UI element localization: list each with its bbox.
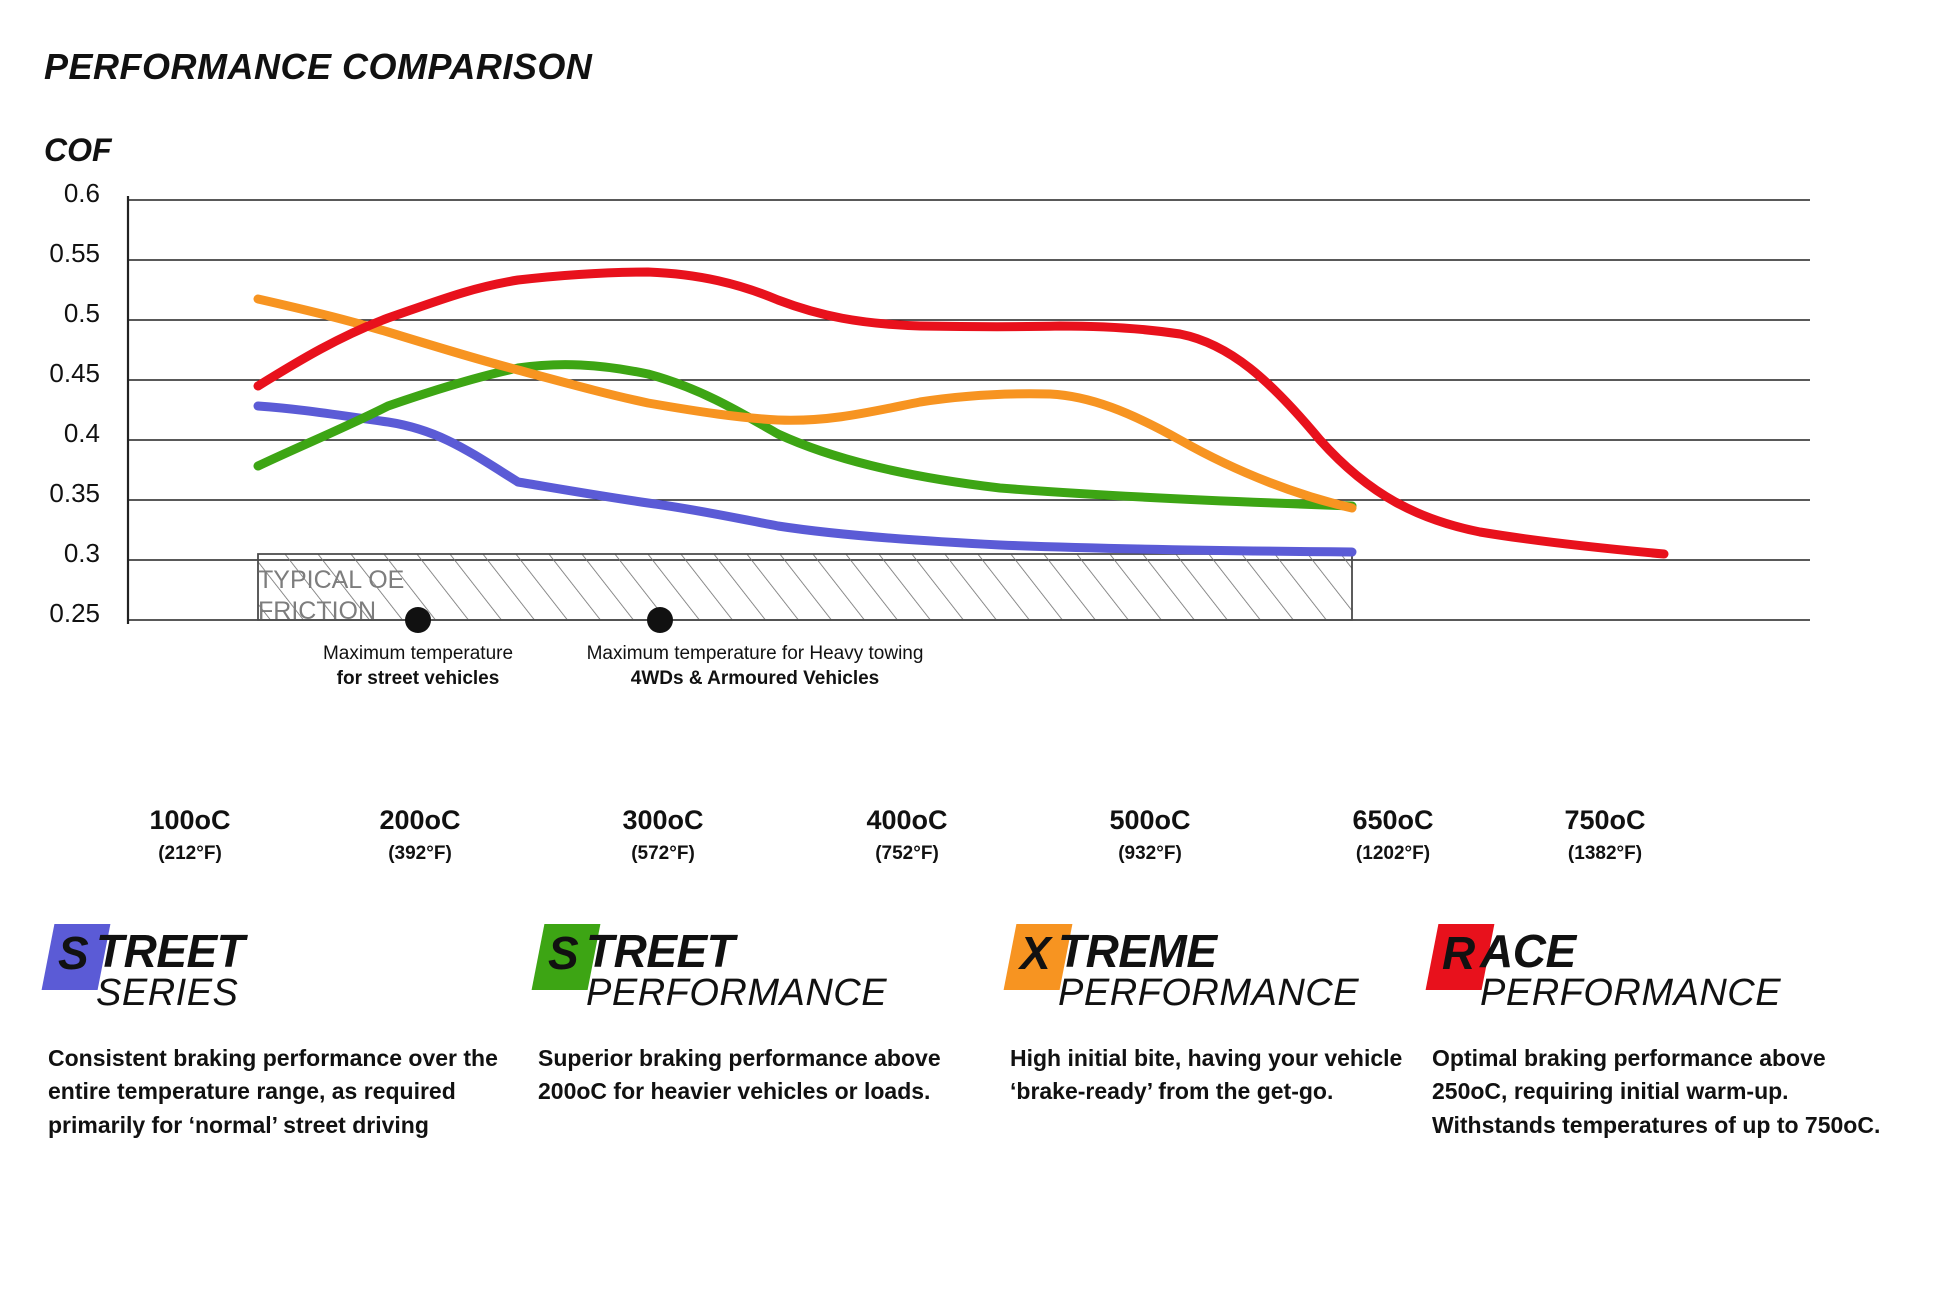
y-tick-1: 0.55 — [49, 238, 100, 268]
race-performance-logo — [1432, 920, 1892, 1025]
xtreme-performance-logo-word2: PERFORMANCE — [1058, 972, 1360, 1014]
x-label-650c-celsius: 650oC — [1352, 805, 1434, 835]
street-performance-logo-letter: S — [548, 927, 578, 979]
marker-dot-heavy-towing — [647, 607, 673, 633]
series-line-street-series — [258, 406, 1352, 552]
street-series-logo-word2: SERIES — [96, 972, 239, 1014]
max-temp-towing-line2: 4WDs & Armoured Vehicles — [630, 667, 880, 689]
x-label-200c-fahrenheit: (392°F) — [388, 843, 452, 864]
x-label-100c-fahrenheit: (212°F) — [158, 843, 222, 864]
x-label-100c-celsius: 100oC — [149, 805, 231, 835]
max-temp-street-line2: for street vehicles — [336, 667, 500, 689]
y-tick-7: 0.25 — [49, 598, 100, 628]
max-temp-street-line1: Maximum temperature — [322, 643, 514, 664]
typical-oe-friction-line2: FRICTION — [258, 597, 377, 626]
x-label-500c — [1055, 805, 1245, 865]
series-line-street-performance — [258, 365, 1352, 506]
x-label-300c — [568, 805, 758, 865]
street-performance-logo — [538, 920, 998, 1025]
street-performance-logo-word1: TREET — [586, 925, 735, 977]
product-race-performance — [1432, 920, 1892, 1138]
page-title: PERFORMANCE COMPARISON — [44, 46, 593, 87]
x-label-400c-celsius: 400oC — [866, 805, 948, 835]
series-line-xtreme-performance — [258, 299, 1352, 508]
xtreme-performance-logo-word1: TREME — [1058, 925, 1217, 977]
y-tick-4: 0.4 — [63, 418, 100, 448]
race-performance-logo-word2: PERFORMANCE — [1480, 972, 1782, 1014]
x-label-750c-celsius: 750oC — [1564, 805, 1646, 835]
race-performance-logo-word1: ACE — [1480, 925, 1576, 977]
x-axis-labels — [0, 805, 1946, 895]
series-line-race-performance — [258, 272, 1664, 554]
max-temp-heavy-towing-caption — [530, 642, 980, 691]
x-label-300c-celsius: 300oC — [622, 805, 704, 835]
typical-oe-friction-label — [258, 565, 404, 628]
x-label-100c — [95, 805, 285, 865]
y-tick-3: 0.45 — [49, 358, 100, 388]
x-label-500c-fahrenheit: (932°F) — [1118, 843, 1182, 864]
x-label-200c — [325, 805, 515, 865]
x-label-750c-fahrenheit: (1382°F) — [1567, 843, 1643, 864]
street-performance-description: Superior braking performance above 200oC for heavier vehicles or loads. — [538, 1045, 941, 1105]
street-performance-logo-word2: PERFORMANCE — [586, 972, 888, 1014]
y-tick-2: 0.5 — [63, 298, 100, 328]
x-label-200c-celsius: 200oC — [379, 805, 461, 835]
x-label-300c-fahrenheit: (572°F) — [631, 843, 695, 864]
x-label-500c-celsius: 500oC — [1109, 805, 1191, 835]
street-series-logo-letter: S — [58, 927, 88, 979]
y-tick-5: 0.35 — [49, 478, 100, 508]
x-label-400c-fahrenheit: (752°F) — [875, 843, 939, 864]
street-series-logo-word1: TREET — [96, 925, 245, 977]
marker-dot-street-vehicles — [405, 607, 431, 633]
xtreme-performance-logo — [1010, 920, 1470, 1025]
x-label-400c — [812, 805, 1002, 865]
product-street-series — [48, 920, 508, 1138]
xtreme-performance-logo-letter: X — [1020, 927, 1050, 979]
y-tick-6: 0.3 — [63, 538, 100, 568]
y-tick-0: 0.6 — [63, 178, 100, 208]
street-series-logo — [48, 920, 508, 1025]
max-temp-towing-line1: Maximum temperature for Heavy towing — [586, 643, 924, 664]
x-label-650c — [1298, 805, 1488, 865]
product-legend — [0, 920, 1946, 1250]
chart-axis-title-cof: COF — [44, 132, 112, 168]
chart-area — [0, 178, 1946, 770]
race-performance-logo-letter: R — [1442, 927, 1475, 979]
street-series-description: Consistent braking performance over the entire temperature range, as required primarily for ‘normal’ street driving — [48, 1045, 498, 1138]
x-label-750c — [1510, 805, 1700, 865]
typical-oe-friction-line1: TYPICAL OE — [258, 566, 405, 594]
race-performance-description: Optimal braking performance above 250oC, requiring initial warm-up. Withstands temperatures of up to 750oC. — [1432, 1045, 1881, 1138]
product-xtreme-performance — [1010, 920, 1470, 1105]
xtreme-performance-description: High initial bite, having your vehicle ‘brake-ready’ from the get-go. — [1010, 1045, 1403, 1105]
x-label-650c-fahrenheit: (1202°F) — [1355, 843, 1431, 864]
product-street-performance — [538, 920, 998, 1105]
